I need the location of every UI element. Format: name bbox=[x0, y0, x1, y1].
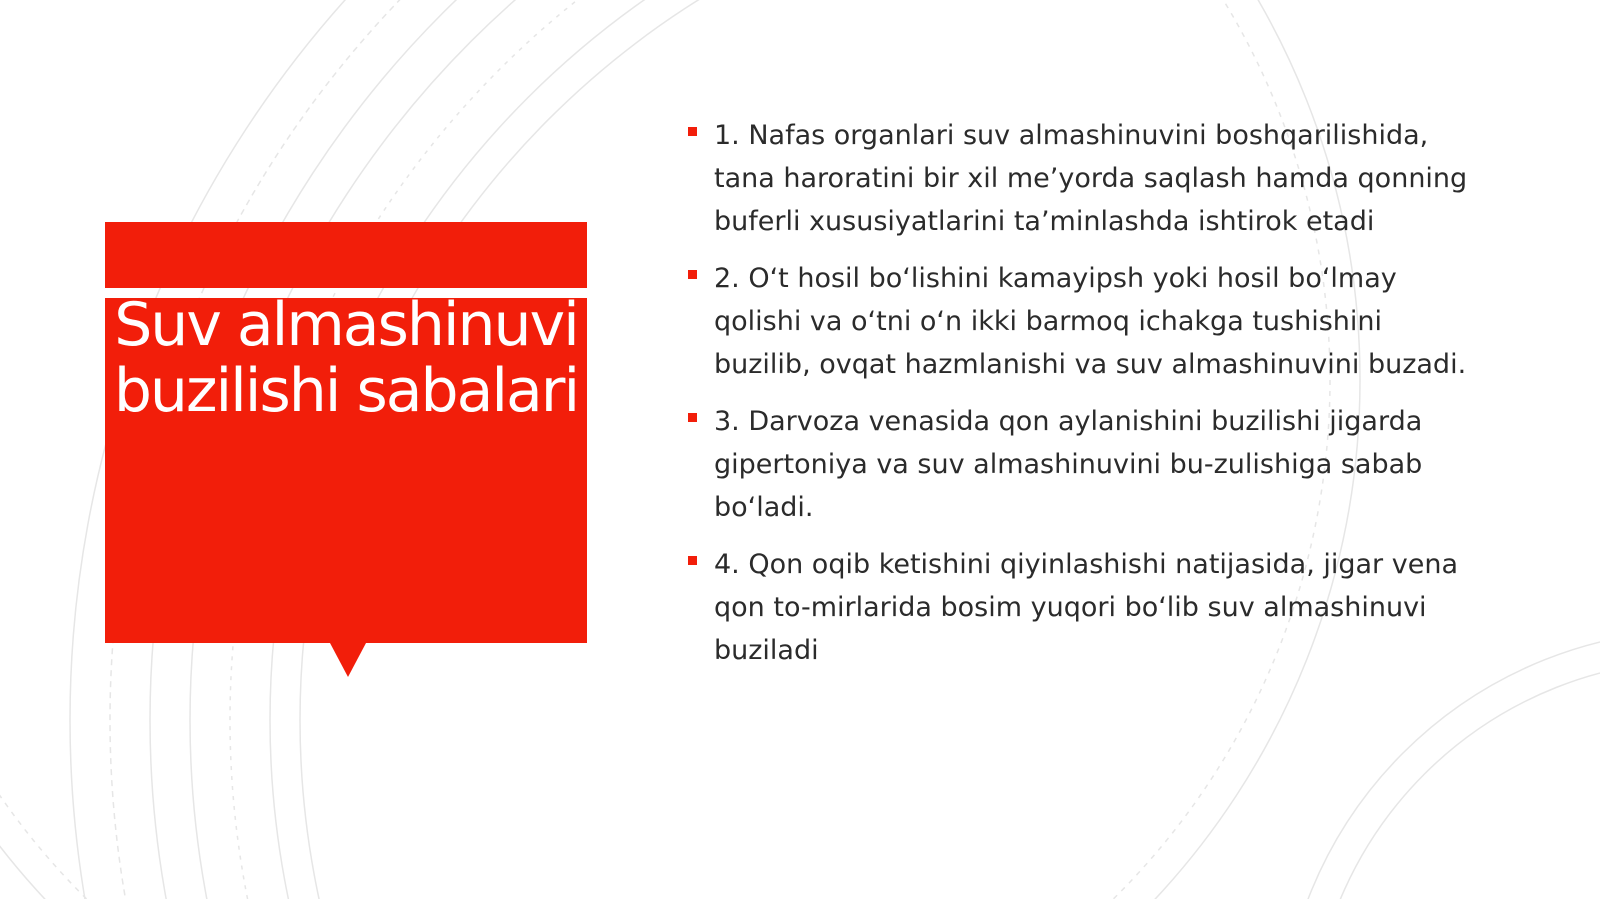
bullet-text: 2. O‘t hosil bo‘lishini kamayipsh yoki hosil bo‘lmay qolishi va o‘tni o‘n ikki barmoq ichakga tushishini buzilib, ovqat hazmlanishi va suv almashinuvini buzadi. bbox=[714, 263, 1467, 380]
list-item bbox=[688, 257, 1478, 386]
list-item bbox=[688, 114, 1478, 243]
list-item bbox=[688, 400, 1478, 529]
bullet-text: 3. Darvoza venasida qon aylanishini buzilishi jigarda gipertoniya va suv almashinuvini bu-zulishiga sabab bo‘ladi. bbox=[714, 406, 1423, 523]
bullet-text: 4. Qon oqib ketishini qiyinlashishi natijasida, jigar vena qon to-mirlarida bosim yuqori bo‘lib suv almashinuvi buziladi bbox=[714, 549, 1458, 666]
bullet-text: 1. Nafas organlari suv almashinuvini boshqarilishida, tana haroratini bir xil me’yorda saqlash hamda qonning buferli xususiyatlarini ta’minlashda ishtirok etadi bbox=[714, 120, 1468, 237]
square-bullet-icon bbox=[688, 413, 697, 422]
title-top-band bbox=[105, 222, 587, 288]
square-bullet-icon bbox=[688, 270, 697, 279]
title-callout bbox=[105, 222, 587, 643]
callout-pointer bbox=[330, 643, 366, 677]
square-bullet-icon bbox=[688, 127, 697, 136]
slide-title: Suv almashinuvi buzilishi sabalari bbox=[113, 290, 579, 426]
bullet-list bbox=[688, 114, 1478, 686]
square-bullet-icon bbox=[688, 556, 697, 565]
list-item bbox=[688, 543, 1478, 672]
